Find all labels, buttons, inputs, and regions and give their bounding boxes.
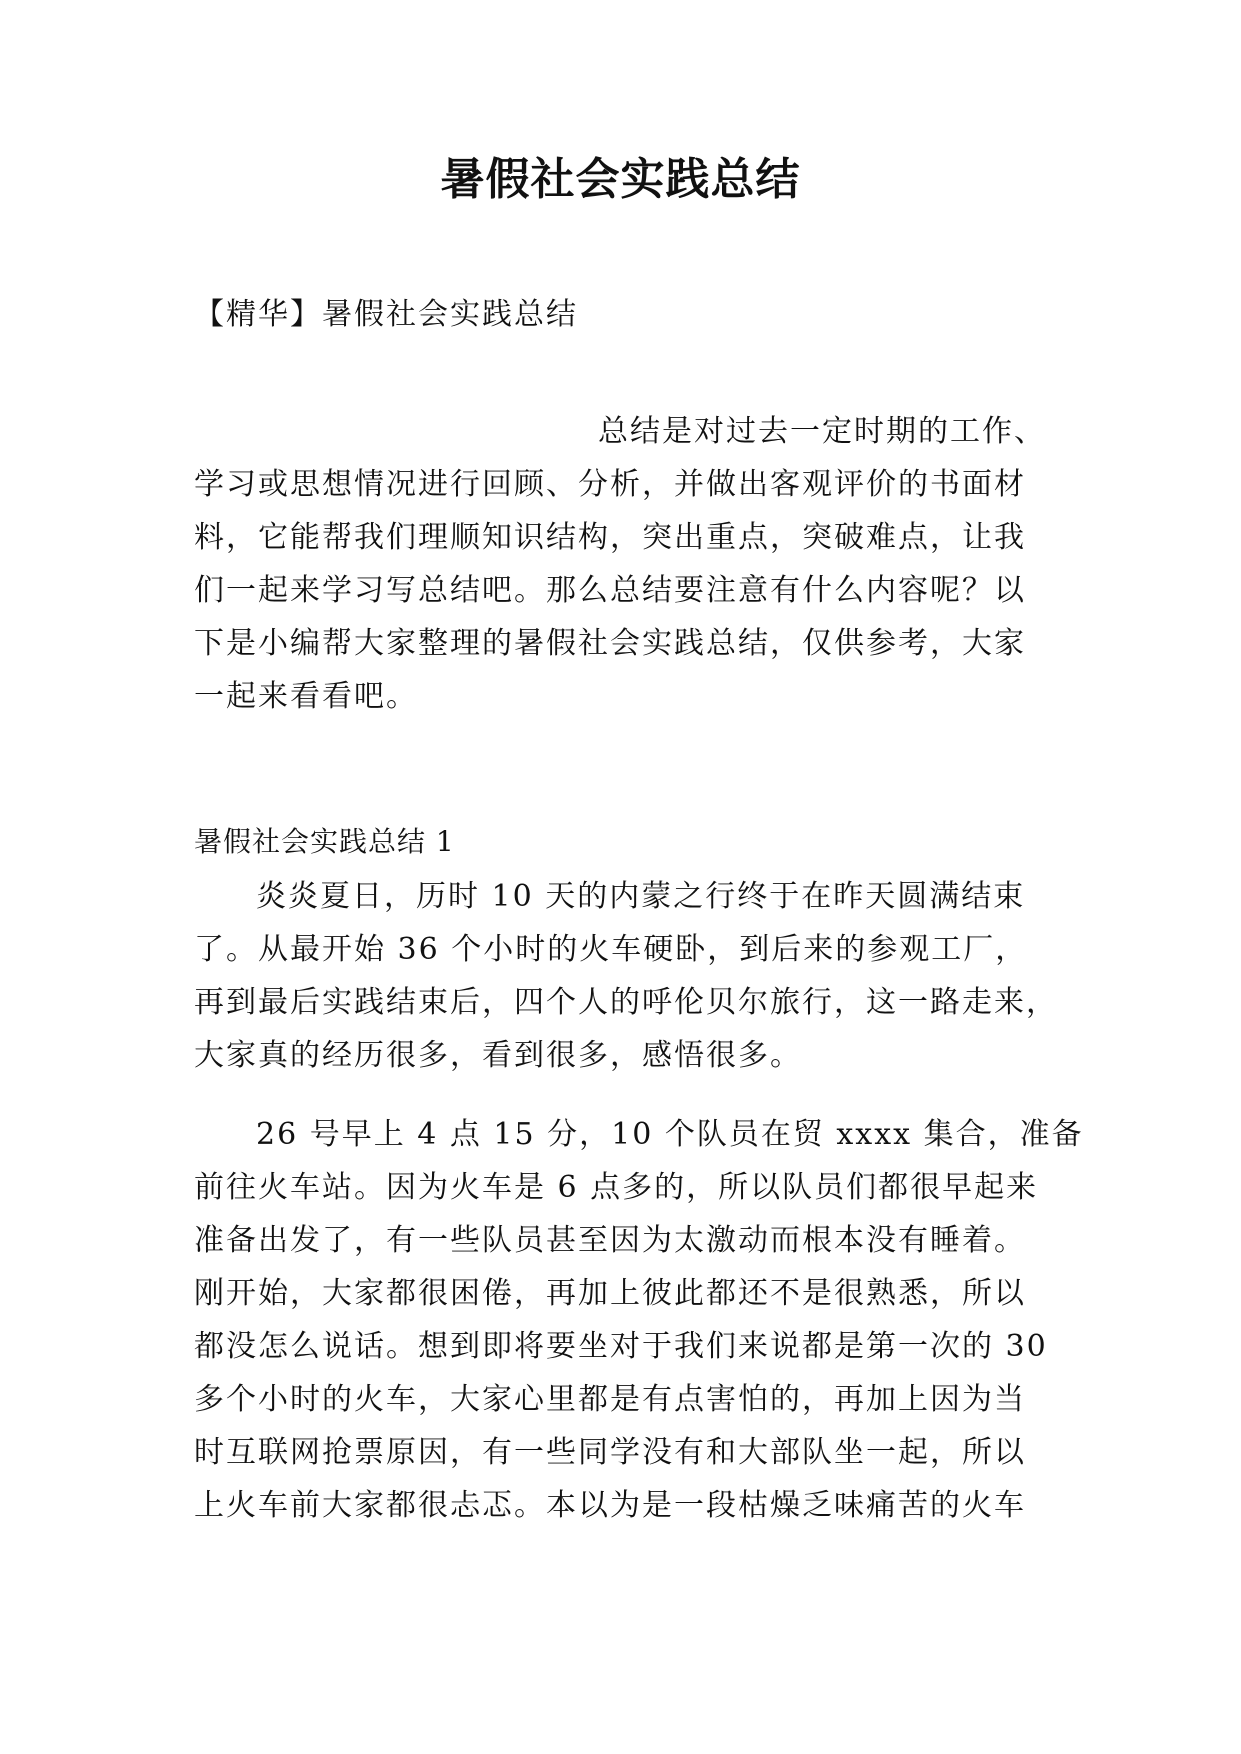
paragraph-line: 一起来看看吧。 — [194, 679, 418, 714]
document-subtitle: 【精华】暑假社会实践总结 — [194, 297, 578, 332]
paragraph-line: 时互联网抢票原因，有一些同学没有和大部队坐一起，所以 — [194, 1435, 1026, 1470]
paragraph-line: 都没怎么说话。想到即将要坐对于我们来说都是第一次的 30 — [194, 1329, 1048, 1364]
paragraph-line: 大家真的经历很多，看到很多，感悟很多。 — [194, 1038, 802, 1073]
paragraph-line: 总结是对过去一定时期的工作、 — [598, 414, 1046, 449]
paragraph-line: 下是小编帮大家整理的暑假社会实践总结，仅供参考，大家 — [194, 626, 1026, 661]
intro-paragraph — [194, 405, 1074, 723]
paragraph-line: 学习或思想情况进行回顾、分析，并做出客观评价的书面材 — [194, 467, 1026, 502]
paragraph-line: 了。从最开始 36 个小时的火车硬卧，到后来的参观工厂， — [194, 932, 1028, 967]
body-paragraph-2 — [194, 1108, 1084, 1532]
paragraph-line: 上火车前大家都很忐忑。本以为是一段枯燥乏味痛苦的火车 — [194, 1488, 1026, 1523]
paragraph-line: 炎炎夏日，历时 10 天的内蒙之行终于在昨天圆满结束 — [256, 879, 1026, 914]
paragraph-line: 前往火车站。因为火车是 6 点多的，所以队员们都很早起来 — [194, 1170, 1039, 1205]
document-title: 暑假社会实践总结 — [440, 154, 801, 205]
paragraph-line: 们一起来学习写总结吧。那么总结要注意有什么内容呢？以 — [194, 573, 1026, 608]
section-heading: 暑假社会实践总结 1 — [194, 825, 455, 858]
paragraph-line: 准备出发了，有一些队员甚至因为太激动而根本没有睡着。 — [194, 1223, 1026, 1258]
paragraph-line: 26 号早上 4 点 15 分，10 个队员在贸 xxxx 集合，准备 — [256, 1117, 1084, 1152]
paragraph-line: 多个小时的火车，大家心里都是有点害怕的，再加上因为当 — [194, 1382, 1026, 1417]
paragraph-line: 刚开始，大家都很困倦，再加上彼此都还不是很熟悉，所以 — [194, 1276, 1026, 1311]
paragraph-line: 料，它能帮我们理顺知识结构，突出重点，突破难点，让我 — [194, 520, 1026, 555]
body-paragraph-1 — [194, 870, 1074, 1082]
paragraph-line: 再到最后实践结束后，四个人的呼伦贝尔旅行，这一路走来， — [194, 985, 1058, 1020]
